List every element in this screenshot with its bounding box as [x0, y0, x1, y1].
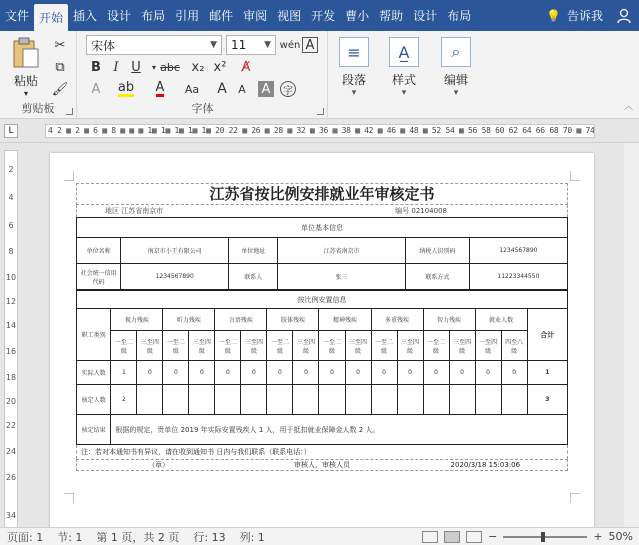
count-cell[interactable]: 0 [423, 361, 449, 385]
styles-icon: A̲ [389, 37, 419, 67]
tab-table-layout[interactable]: 布局 [447, 9, 472, 23]
row-header-category: 职工类别 [77, 309, 111, 361]
category-header: 多重残疾 [371, 309, 423, 331]
row-label-actual: 实际人数 [77, 361, 111, 385]
status-bar [0, 527, 639, 545]
cell-value[interactable]: 江苏省南京市 [278, 238, 406, 264]
count-cell[interactable] [267, 385, 293, 415]
tab-mailings[interactable]: 邮件 [209, 9, 234, 23]
count-cell[interactable]: 0 [397, 361, 423, 385]
level-header: 三至四级 [397, 331, 423, 361]
cell-value[interactable]: 张三 [278, 264, 406, 290]
count-cell[interactable]: 0 [345, 361, 371, 385]
enclose-char-icon[interactable]: 字 [280, 81, 296, 97]
count-cell[interactable] [241, 385, 267, 415]
vruler-number: 4 [8, 193, 14, 202]
tab-insert[interactable]: 插入 [73, 9, 98, 23]
zoom-slider-thumb[interactable] [541, 532, 545, 542]
category-header: 就业人数 [475, 309, 527, 331]
seal-text[interactable]: （章） [148, 461, 170, 469]
total-cell[interactable]: 1 [527, 361, 567, 385]
count-cell[interactable] [345, 385, 371, 415]
zoom-in-icon[interactable]: + [593, 530, 603, 543]
underline-dropdown[interactable]: ▾ [151, 62, 156, 72]
tab-review[interactable]: 审阅 [243, 9, 268, 23]
tab-addin[interactable]: 曹小 [345, 9, 370, 23]
form-table-placement[interactable] [76, 290, 568, 445]
tell-me-label: 告诉我 [566, 9, 603, 23]
cell-label: 社会统一信用代码 [77, 264, 121, 290]
chevron-down-icon: ▼ [264, 40, 271, 50]
cell-label: 单位地址 [229, 238, 278, 264]
count-cell[interactable]: 2 [111, 385, 137, 415]
count-cell[interactable]: 0 [475, 361, 501, 385]
cell-label: 联系方式 [405, 264, 469, 290]
vruler-number: 20 [5, 397, 17, 406]
tab-references[interactable]: 引用 [175, 9, 200, 23]
view-controls [422, 530, 639, 543]
vertical-scrollbar[interactable] [624, 143, 639, 527]
level-header: 三至四级 [189, 331, 215, 361]
lightbulb-icon: 💡 [546, 8, 561, 23]
superscript-button[interactable]: x² [213, 59, 227, 75]
font-name-combo[interactable] [86, 35, 222, 55]
count-cell[interactable]: 0 [319, 361, 345, 385]
count-cell[interactable] [137, 385, 163, 415]
chevron-down-icon: ▼ [210, 40, 217, 50]
level-header: 三至四级 [241, 331, 267, 361]
vruler-number: 14 [5, 321, 17, 330]
font-group [78, 31, 328, 119]
font-color-label: A [155, 79, 165, 95]
ribbon-tab-bar [0, 0, 639, 31]
zoom-out-icon[interactable]: − [488, 530, 498, 543]
verdict-label: 核定结果 [77, 415, 111, 445]
vertical-ruler[interactable] [4, 150, 18, 530]
font-color-icon[interactable] [150, 79, 170, 99]
cell-label: 单位名称 [77, 238, 121, 264]
italic-button[interactable]: I [113, 59, 119, 75]
number-text[interactable]: 编号 02104008 [395, 207, 447, 215]
cell-value[interactable]: 11223344550 [469, 264, 567, 290]
chevron-down-icon: ▾ [23, 89, 28, 98]
region-text[interactable]: 地区 江苏省南京市 [105, 207, 164, 215]
shrink-font-button[interactable]: A [238, 82, 246, 96]
tab-view[interactable]: 视图 [277, 9, 302, 23]
row-label-approved: 核定人数 [77, 385, 111, 415]
underline-button[interactable]: U [131, 59, 141, 75]
count-cell[interactable]: 0 [501, 361, 527, 385]
level-header: 三至四级 [449, 331, 475, 361]
category-header: 听力残疾 [163, 309, 215, 331]
count-cell[interactable]: 0 [449, 361, 475, 385]
count-cell[interactable]: 0 [241, 361, 267, 385]
level-header: 一至二级 [319, 331, 345, 361]
clipboard-launcher[interactable] [66, 108, 73, 115]
status-row[interactable]: 行: 13 [193, 530, 226, 544]
cell-label: 联系人 [229, 264, 278, 290]
tab-home[interactable]: 开始 [34, 4, 68, 31]
level-header: 四至八级 [501, 331, 527, 361]
clear-formatting-icon[interactable]: A̸ [241, 59, 251, 75]
document-page[interactable] [50, 153, 594, 527]
document-content [76, 183, 568, 471]
level-header: 一至二级 [111, 331, 137, 361]
tab-table-design[interactable]: 设计 [413, 9, 438, 23]
footer-note[interactable]: 注：若对本通知书有异议，请在收到通知书 日内与我们联系（联系电话：） [76, 445, 568, 459]
vruler-number: 2 [8, 165, 14, 174]
status-page-count[interactable]: 第 1 页，共 2 页 [96, 530, 180, 544]
vruler-number: 12 [5, 297, 17, 306]
print-layout-icon[interactable] [444, 531, 460, 543]
collapse-ribbon-icon[interactable]: ︿ [623, 102, 633, 112]
count-cell[interactable] [475, 385, 501, 415]
paragraph-icon: ≡ [339, 37, 369, 67]
editing-label: 编辑 [443, 73, 468, 87]
ribbon [0, 31, 639, 119]
count-cell[interactable] [215, 385, 241, 415]
highlight-icon[interactable]: ab [117, 79, 135, 95]
paste-button[interactable] [8, 37, 44, 98]
tab-help[interactable]: 帮助 [379, 9, 404, 23]
count-cell[interactable] [189, 385, 215, 415]
copy-icon[interactable]: ⧉ [55, 59, 65, 75]
styles-button[interactable] [382, 35, 426, 98]
count-cell[interactable]: 0 [163, 361, 189, 385]
count-cell[interactable]: 0 [267, 361, 293, 385]
status-page[interactable]: 页面: 1 [7, 530, 44, 544]
cell-label: 纳税人识别码 [405, 238, 469, 264]
tab-file[interactable]: 文件 [5, 9, 30, 23]
count-cell[interactable]: 0 [371, 361, 397, 385]
level-header: 三至四级 [345, 331, 371, 361]
tell-me-box[interactable] [538, 0, 611, 31]
category-header: 言语残疾 [215, 309, 267, 331]
grow-font-button[interactable]: A [217, 81, 227, 97]
tab-design[interactable]: 设计 [107, 9, 132, 23]
count-cell[interactable] [163, 385, 189, 415]
share-user-icon[interactable] [611, 0, 639, 31]
vruler-number: 6 [8, 221, 14, 230]
text-effects-icon[interactable]: A [91, 81, 101, 97]
paragraph-button[interactable] [332, 35, 376, 98]
cell-value[interactable]: 1234567890 [121, 264, 229, 290]
crop-mark [570, 493, 580, 503]
phonetic-guide-icon[interactable]: wén [279, 39, 301, 51]
cell-value[interactable]: 南京市小王有限公司 [121, 238, 229, 264]
web-layout-icon[interactable] [466, 531, 482, 543]
level-header: 一至四级 [475, 331, 501, 361]
count-cell[interactable] [319, 385, 345, 415]
count-cell[interactable] [449, 385, 475, 415]
font-launcher[interactable] [317, 108, 324, 115]
strikethrough-button[interactable]: abc [160, 60, 180, 74]
level-header: 三至四级 [293, 331, 319, 361]
paragraph-label: 段落 [341, 73, 366, 87]
footer-signature-line [76, 459, 568, 471]
vruler-number: 24 [5, 447, 17, 456]
chevron-down-icon: ▾ [401, 88, 407, 98]
section-header-basic: 单位基本信息 [77, 218, 568, 238]
verdict-text[interactable]: 根据的规定，贵单位 2019 年实际安置残疾人 1 人，用于抵扣就业保障金人数 2 人。 [111, 415, 568, 445]
vruler-number: 26 [5, 473, 17, 482]
read-mode-icon[interactable] [422, 531, 438, 543]
vruler-number: 22 [5, 421, 17, 430]
clipboard-group-label: 剪贴板 [21, 102, 55, 115]
cut-icon[interactable]: ✂ [54, 37, 66, 53]
date-text[interactable]: 2020/3/18 15:03:06 [450, 461, 521, 469]
count-cell[interactable] [371, 385, 397, 415]
level-header: 一至二级 [163, 331, 189, 361]
count-cell[interactable] [423, 385, 449, 415]
font-size-combo[interactable] [226, 35, 276, 55]
editing-button[interactable] [434, 35, 478, 98]
document-area[interactable] [22, 143, 639, 527]
paste-icon [11, 37, 41, 69]
cell-value[interactable]: 1234567890 [469, 238, 567, 264]
search-icon: ⌕ [441, 37, 471, 67]
count-cell[interactable] [397, 385, 423, 415]
bold-button[interactable]: B [91, 59, 101, 75]
vruler-number: 16 [5, 347, 17, 356]
vruler-number: 10 [5, 273, 17, 282]
tab-developer[interactable]: 开发 [311, 9, 336, 23]
font-group-label: 字体 [191, 102, 214, 115]
chevron-down-icon: ▾ [453, 88, 459, 98]
paste-label: 粘贴 [13, 74, 38, 88]
clipboard-group [0, 31, 77, 119]
format-painter-icon[interactable]: 🖌 [51, 81, 69, 97]
chevron-down-icon: ▾ [351, 88, 357, 98]
level-header: 三至四级 [137, 331, 163, 361]
count-cell[interactable]: 0 [137, 361, 163, 385]
count-cell[interactable]: 0 [293, 361, 319, 385]
total-cell[interactable]: 3 [527, 385, 567, 415]
level-header: 一至二级 [371, 331, 397, 361]
status-col[interactable]: 列: 1 [239, 530, 265, 544]
crop-mark [570, 171, 580, 181]
meta-line [76, 205, 568, 217]
count-cell[interactable]: 0 [215, 361, 241, 385]
status-section[interactable]: 节: 1 [57, 530, 83, 544]
ruler-scale[interactable]: 4 2 ▦ 2 ▦ 6 ▦ 8 ▦ ▦ ▦ 1▦ 1▦ 1▦ 1▦ 1▦ 20 22 ▦ 26 ▦ 28 ▦ 32 ▦ 36 ▦ 38 ▦ 42 ▦ 46 ▦ 48 ▦ 52 54 ▦ 56 58 60 62 64 66 68 70 ▦ 74 [45, 124, 595, 138]
zoom-slider[interactable] [503, 536, 587, 538]
crop-mark [64, 171, 74, 181]
vruler-number: 8 [8, 247, 14, 256]
count-cell[interactable]: 0 [189, 361, 215, 385]
horizontal-ruler [0, 119, 639, 143]
level-header: 一至二级 [423, 331, 449, 361]
char-border-icon[interactable]: A [302, 37, 318, 53]
tab-spacer [476, 0, 538, 31]
category-header: 精神残疾 [319, 309, 371, 331]
document-title[interactable]: 江苏省按比例安排就业年审核定书 [76, 183, 568, 205]
section-header-placement: 按比例安置信息 [77, 291, 568, 309]
reviewer-text[interactable]: 审核人、审核人员 [293, 461, 350, 469]
form-table-basic[interactable] [76, 217, 568, 290]
count-cell[interactable]: 1 [111, 361, 137, 385]
count-cell[interactable] [501, 385, 527, 415]
vruler-number: 18 [5, 373, 17, 382]
change-case-button[interactable]: Aa [184, 82, 200, 96]
font-size-value: 11 [231, 38, 247, 52]
category-header: 肢体残疾 [267, 309, 319, 331]
zoom-level[interactable]: 50% [608, 530, 633, 543]
level-header: 一至二级 [215, 331, 241, 361]
font-name-value: 宋体 [91, 38, 116, 53]
tab-layout[interactable]: 布局 [141, 9, 166, 23]
styles-label: 样式 [391, 73, 416, 87]
subscript-button[interactable]: x₂ [191, 59, 205, 75]
total-header: 合计 [527, 309, 567, 361]
level-header: 一至二级 [267, 331, 293, 361]
tab-selector[interactable]: L [4, 124, 18, 138]
char-shading-icon[interactable]: A [258, 81, 274, 97]
category-header: 视力残疾 [111, 309, 163, 331]
crop-mark [64, 493, 74, 503]
vruler-number: 34 [5, 511, 17, 520]
category-header: 智力残疾 [423, 309, 475, 331]
count-cell[interactable] [293, 385, 319, 415]
